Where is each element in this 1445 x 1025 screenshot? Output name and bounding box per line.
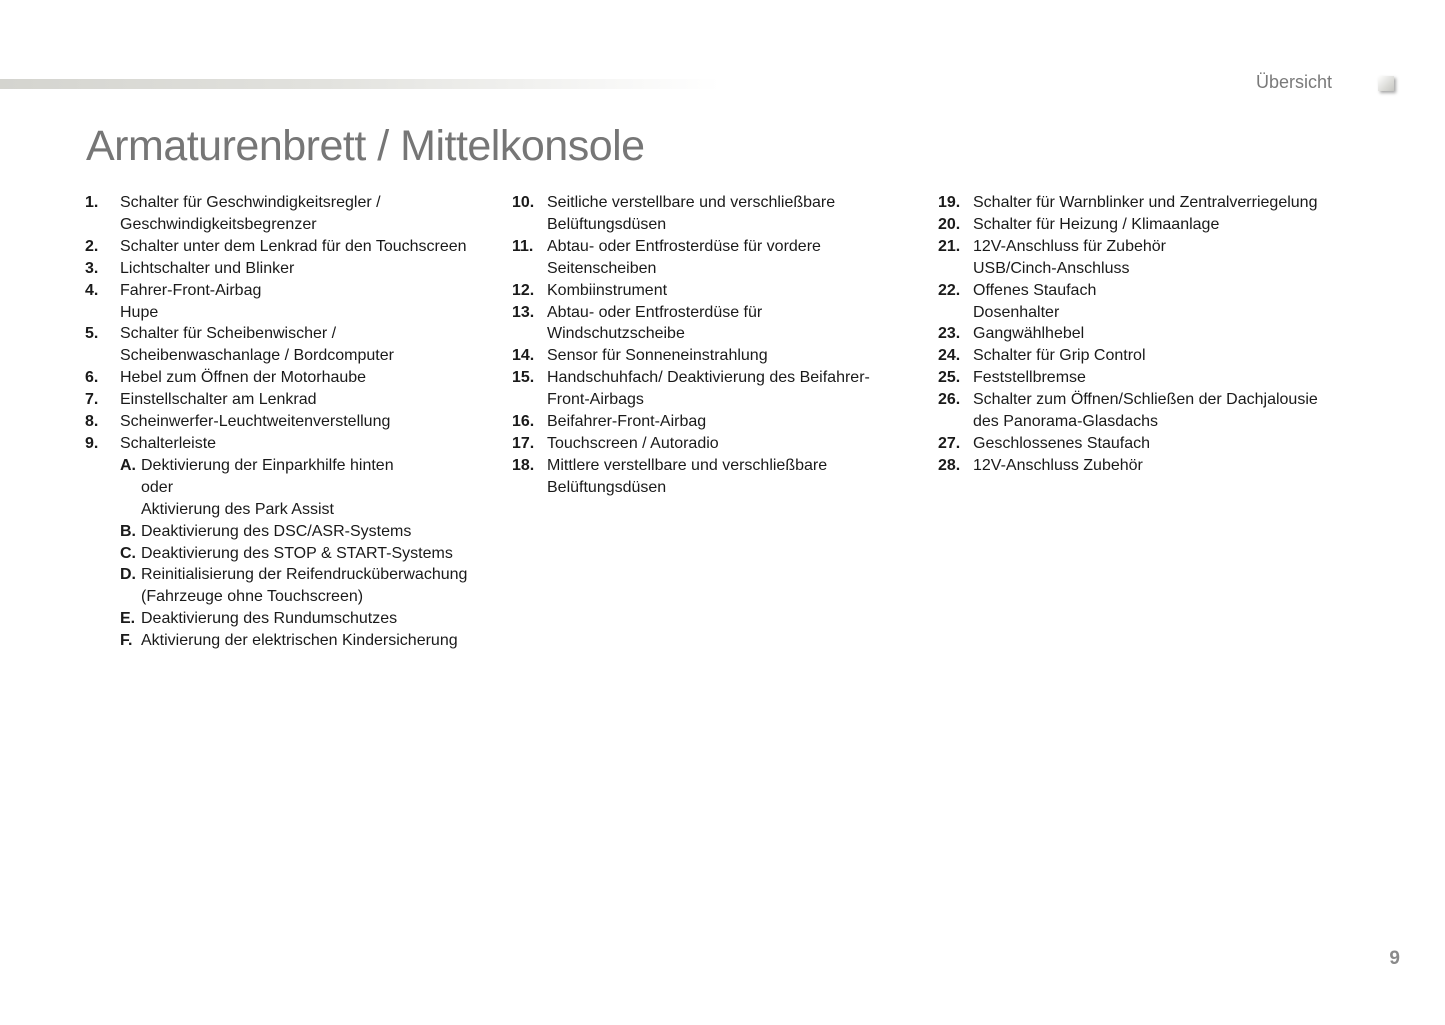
legend-subitem-text — [141, 521, 411, 543]
legend-item-line: Scheibenwaschanlage / Bordcomputer — [120, 347, 394, 365]
legend-subitem-letter: F. — [120, 632, 133, 650]
legend-item-text — [973, 214, 1358, 236]
legend-item-number: 7. — [85, 391, 99, 409]
legend-item-text — [120, 411, 495, 433]
legend-item-number: 16. — [512, 413, 535, 431]
legend-item-text — [973, 192, 1358, 214]
legend-item-line: Fahrer-Front-Airbag — [120, 281, 262, 299]
legend-column-1 — [85, 192, 495, 652]
legend-item — [85, 433, 495, 455]
legend-item-line: Front-Airbags — [547, 391, 644, 409]
legend-item-number: 1. — [85, 194, 99, 211]
legend-item — [512, 345, 912, 367]
legend-item-number: 26. — [938, 391, 961, 409]
legend-subitem-text — [141, 608, 397, 630]
legend-item-line: Geschlossenes Staufach — [973, 434, 1150, 452]
legend-subitem — [120, 608, 495, 630]
legend-item-line: 12V-Anschluss für Zubehör — [973, 237, 1166, 255]
legend-item — [512, 280, 912, 302]
legend-item — [938, 433, 1358, 455]
legend-item-number: 5. — [85, 325, 99, 343]
legend-subitem — [120, 564, 495, 608]
legend-item-line: des Panorama-Glasdachs — [973, 413, 1158, 431]
legend-item-text — [973, 323, 1358, 345]
legend-item-text — [120, 367, 495, 389]
legend-item-line: Schalter für Warnblinker und Zentralverriegelung — [973, 194, 1318, 211]
legend-item-number: 13. — [512, 303, 535, 321]
legend-item-number: 15. — [512, 369, 535, 387]
legend-item-number: 20. — [938, 215, 961, 233]
legend-subitem-line: Deaktivierung des DSC/ASR-Systems — [141, 522, 412, 540]
legend-item-number: 21. — [938, 237, 961, 255]
legend-item — [938, 214, 1358, 236]
legend-item-text — [973, 367, 1358, 389]
legend-item-number: 17. — [512, 434, 535, 452]
legend-item-line: Schalter zum Öffnen/Schließen der Dachjalousie — [973, 391, 1318, 409]
legend-item — [938, 323, 1358, 345]
legend-item-text — [547, 236, 912, 280]
legend-item-line: Belüftungsdüsen — [547, 215, 667, 233]
legend-subitem — [120, 521, 495, 543]
legend-subitem-line: Aktivierung der elektrischen Kindersicherung — [141, 632, 458, 650]
legend-item-line: Windschutzscheibe — [547, 325, 685, 343]
legend-item-line: Hebel zum Öffnen der Motorhaube — [120, 369, 367, 387]
legend-item-line: Mittlere verstellbare und verschließbare — [547, 456, 828, 474]
legend-item — [85, 192, 495, 236]
legend-subitem-line: Deaktivierung des Rundumschutzes — [141, 610, 398, 628]
legend-item-number: 14. — [512, 347, 535, 365]
legend-item-text — [120, 389, 495, 411]
legend-item — [938, 280, 1358, 324]
legend-subitem-text — [141, 564, 467, 608]
legend-item-text — [547, 433, 912, 455]
legend-item-line: Schalterleiste — [120, 434, 217, 452]
legend-item — [512, 236, 912, 280]
legend-item-line: Schalter unter dem Lenkrad für den Touchscreen — [120, 237, 467, 255]
legend-item-line: Einstellschalter am Lenkrad — [120, 391, 317, 409]
legend-item-line: Scheinwerfer-Leuchtweitenverstellung — [120, 413, 391, 431]
legend-subitem — [120, 543, 495, 565]
legend-item-text — [973, 345, 1358, 367]
legend-subitem-letter: A. — [120, 456, 136, 474]
legend-subitem-line: oder — [141, 478, 174, 496]
legend-item — [938, 345, 1358, 367]
legend-item — [512, 302, 912, 346]
legend-item-text — [120, 236, 495, 258]
legend-item-text — [547, 367, 912, 411]
legend-item-line: Schalter für Geschwindigkeitsregler / — [120, 194, 381, 211]
legend-item-text — [547, 411, 912, 433]
legend-item — [85, 367, 495, 389]
legend-item — [512, 455, 912, 499]
legend-item-text — [120, 280, 495, 324]
legend-item-text — [547, 345, 912, 367]
legend-item-text — [973, 455, 1358, 477]
legend-item-number: 28. — [938, 456, 961, 474]
legend-item-text — [973, 236, 1358, 280]
legend-item — [85, 258, 495, 280]
legend-item-text — [120, 258, 495, 280]
legend-item — [85, 411, 495, 433]
legend-item-line: Seitenscheiben — [547, 259, 657, 277]
legend-item-number: 27. — [938, 434, 961, 452]
legend-item — [938, 455, 1358, 477]
legend-subitem-text — [141, 630, 458, 652]
legend-item-line: Belüftungsdüsen — [547, 478, 667, 496]
legend-item-text — [973, 280, 1358, 324]
legend-item-line: Hupe — [120, 303, 159, 321]
legend-item — [512, 367, 912, 411]
legend-item-line: Dosenhalter — [973, 303, 1060, 321]
legend-item-line: 12V-Anschluss Zubehör — [973, 456, 1143, 474]
legend-subitem-line: Deaktivierung des STOP & START-Systems — [141, 544, 453, 562]
legend-item-line: Beifahrer-Front-Airbag — [547, 413, 707, 431]
legend-column-2 — [512, 192, 912, 499]
legend-subitem-text — [141, 543, 453, 565]
legend-subitem-letter: B. — [120, 522, 136, 540]
legend-item-line: Seitliche verstellbare und verschließbare — [547, 194, 836, 211]
legend-item — [938, 389, 1358, 433]
legend-item-number: 6. — [85, 369, 99, 387]
legend-item-text — [973, 389, 1358, 433]
legend-item-number: 3. — [85, 259, 99, 277]
legend-item-line: Geschwindigkeitsbegrenzer — [120, 215, 317, 233]
legend-item-line: Offenes Staufach — [973, 281, 1097, 299]
legend-item-text — [120, 323, 495, 367]
legend-item-text — [547, 280, 912, 302]
legend-item-number: 22. — [938, 281, 961, 299]
legend-item-line: Feststellbremse — [973, 369, 1086, 387]
legend-item-number: 10. — [512, 194, 535, 211]
legend-item-number: 24. — [938, 347, 961, 365]
legend-item-number: 12. — [512, 281, 535, 299]
legend-item-line: USB/Cinch-Anschluss — [973, 259, 1130, 277]
legend-item-line: Gangwählhebel — [973, 325, 1085, 343]
legend-item-number: 2. — [85, 237, 99, 255]
legend-subitem-line: Aktivierung des Park Assist — [141, 500, 334, 518]
legend-subitem — [120, 630, 495, 652]
legend-item-line: Schalter für Grip Control — [973, 347, 1146, 365]
legend-item — [938, 367, 1358, 389]
legend-item — [938, 236, 1358, 280]
legend-item — [85, 236, 495, 258]
section-marker-icon — [1378, 76, 1394, 91]
legend-column-3 — [938, 192, 1358, 477]
legend-item-line: Lichtschalter und Blinker — [120, 259, 295, 277]
page-number: 9 — [1389, 948, 1400, 969]
legend-item — [938, 192, 1358, 214]
legend-item-line: Sensor für Sonneneinstrahlung — [547, 347, 768, 365]
legend-item-number: 8. — [85, 413, 99, 431]
legend-item-line: Kombiinstrument — [547, 281, 668, 299]
legend-item-text — [547, 455, 912, 499]
section-label: Übersicht — [1255, 72, 1332, 92]
legend-item-number: 4. — [85, 281, 99, 299]
legend-item-number: 25. — [938, 369, 961, 387]
legend-item-number: 11. — [512, 237, 534, 255]
legend-item-number: 18. — [512, 456, 535, 474]
legend-item-number: 9. — [85, 434, 99, 452]
legend-item-number: 19. — [938, 194, 961, 211]
legend-subitem-line: (Fahrzeuge ohne Touchscreen) — [141, 588, 364, 606]
legend-item-text — [120, 192, 495, 236]
legend-item-text — [120, 433, 495, 455]
legend-item-number: 23. — [938, 325, 961, 343]
legend-item — [85, 323, 495, 367]
legend-subitem-text — [141, 455, 394, 521]
legend-item — [512, 192, 912, 236]
legend-item — [512, 433, 912, 455]
legend-item-line: Touchscreen / Autoradio — [547, 434, 719, 452]
legend-item — [512, 411, 912, 433]
legend-item — [85, 389, 495, 411]
legend-item-line: Abtau- oder Entfrosterdüse für — [547, 303, 763, 321]
legend-item-line: Handschuhfach/ Deaktivierung des Beifahrer- — [547, 369, 870, 387]
legend-subitem-letter: D. — [120, 566, 136, 584]
legend-subitem — [120, 455, 495, 521]
header-decorative-bar — [0, 79, 720, 89]
legend-item-text — [547, 192, 912, 236]
legend-item-line: Schalter für Scheibenwischer / — [120, 325, 337, 343]
page-title: Armaturenbrett / Mittelkonsole — [86, 122, 645, 170]
legend-item-line: Schalter für Heizung / Klimaanlage — [973, 215, 1220, 233]
legend-subitem-letter: C. — [120, 544, 136, 562]
legend-item-line: Abtau- oder Entfrosterdüse für vordere — [547, 237, 821, 255]
legend-subitem-line: Reinitialisierung der Reifendrucküberwachung — [141, 566, 468, 584]
legend-subitem-line: Dektivierung der Einparkhilfe hinten — [141, 456, 394, 474]
legend-subitem-letter: E. — [120, 610, 136, 628]
legend-item — [85, 280, 495, 324]
legend-item-text — [547, 302, 912, 346]
legend-item-text — [973, 433, 1358, 455]
